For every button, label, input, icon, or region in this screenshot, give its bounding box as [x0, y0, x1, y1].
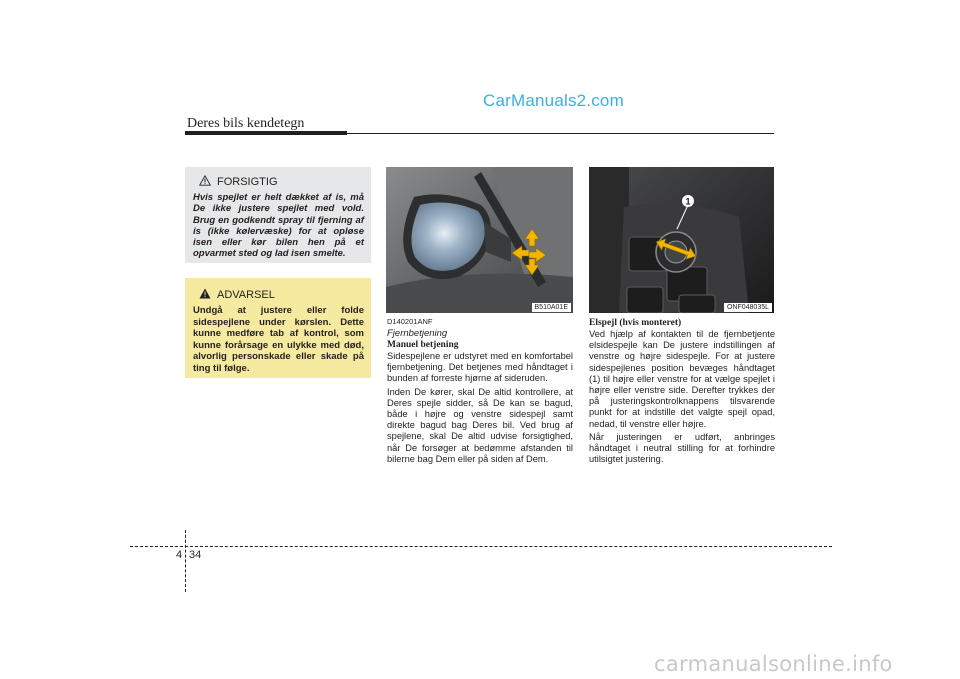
- warning-triangle-icon: [199, 286, 211, 304]
- title-rule-thick: [185, 131, 347, 135]
- caution-text: Hvis spejlet er helt dækket af is, må De ikke justere spejlet med vold. Brug en godkendt spray til fjerning af is (ikke kølervæske) for at opløse isen eller kør bilen hen på et opvarmet sted og lad isen smelte.: [193, 192, 364, 260]
- subheading-remote: Fjernbetjening: [387, 328, 448, 339]
- caution-triangle-icon: [199, 173, 211, 191]
- doc-code: D140201ANF: [387, 317, 433, 326]
- warning-title: ADVARSEL: [217, 289, 275, 301]
- mirror-illustration: [386, 167, 573, 313]
- warning-header: [193, 286, 364, 304]
- chapter-number: 4: [176, 549, 183, 561]
- switch-illustration: [589, 167, 774, 313]
- mirror-figure-code: B510A01E: [532, 303, 571, 312]
- paragraph: Ved hjælp af kontakten til de fjernbetjente elsidespejle kan De justere indstillingen af venstre og højre sidespejle. For at justere sidespejlenes position bevæges håndtaget (1) til højre eller venstre for at vælge spejlet i højre eller venstre side. Derefter trykkes der på justeringskontrolknappens tilsvarende punkt for at indstille det valgte spejl opad, nedad, til venstre eller højre.: [589, 329, 775, 429]
- footer-divider: [185, 530, 186, 592]
- footer-rule: [130, 546, 832, 547]
- section-title: Deres bils kendetegn: [187, 116, 305, 131]
- subheading-electric: Elspejl (hvis monteret): [589, 318, 682, 328]
- column-electric-mirror: [589, 317, 775, 467]
- warning-text: Undgå at justere eller folde sidespejlene under kørslen. Dette kunne medføre tab af kontrol, som kunne forårsage en ulykke med død, alvorlig personskade eller skade på ting til følge.: [193, 305, 364, 374]
- watermark-top[interactable]: CarManuals2.com: [483, 91, 624, 110]
- subheading-manual: Manuel betjening: [387, 340, 459, 350]
- watermark-bottom[interactable]: carmanualsonline.info: [654, 652, 893, 676]
- switch-photo: [589, 167, 774, 313]
- column-manual-mirror: [387, 317, 573, 467]
- paragraph: Når justeringen er udført, anbringes håndtaget i neutral stilling for at forhindre utilsigtet justering.: [589, 431, 775, 465]
- switch-callout-1: 1: [685, 196, 691, 207]
- switch-figure-code: ONF048035L: [724, 303, 772, 312]
- paragraph: Inden De kører, skal De altid kontrollere, at Deres spejle sidder, så De kan se bagud, både i højre og venstre sidespejl samt direkte bagud bag Deres bil. Ved brug af spejlene, skal De altid udvise forsigtighed, når De forsøger at bedømme afstanden til bilerne bag Dem eller på siden af Dem.: [387, 386, 573, 464]
- paragraph: Sidespejlene er udstyret med en komfortabel fjernbetjening. Det betjenes med håndtaget i bunden af forreste hjørne af sideruden.: [387, 351, 573, 384]
- caution-header: [193, 173, 364, 191]
- mirror-photo: [386, 167, 573, 313]
- title-rule-thin: [347, 133, 774, 134]
- warning-box: [185, 278, 371, 378]
- caution-box: [185, 167, 371, 263]
- page-number: 34: [189, 549, 202, 561]
- caution-title: FORSIGTIG: [217, 176, 278, 188]
